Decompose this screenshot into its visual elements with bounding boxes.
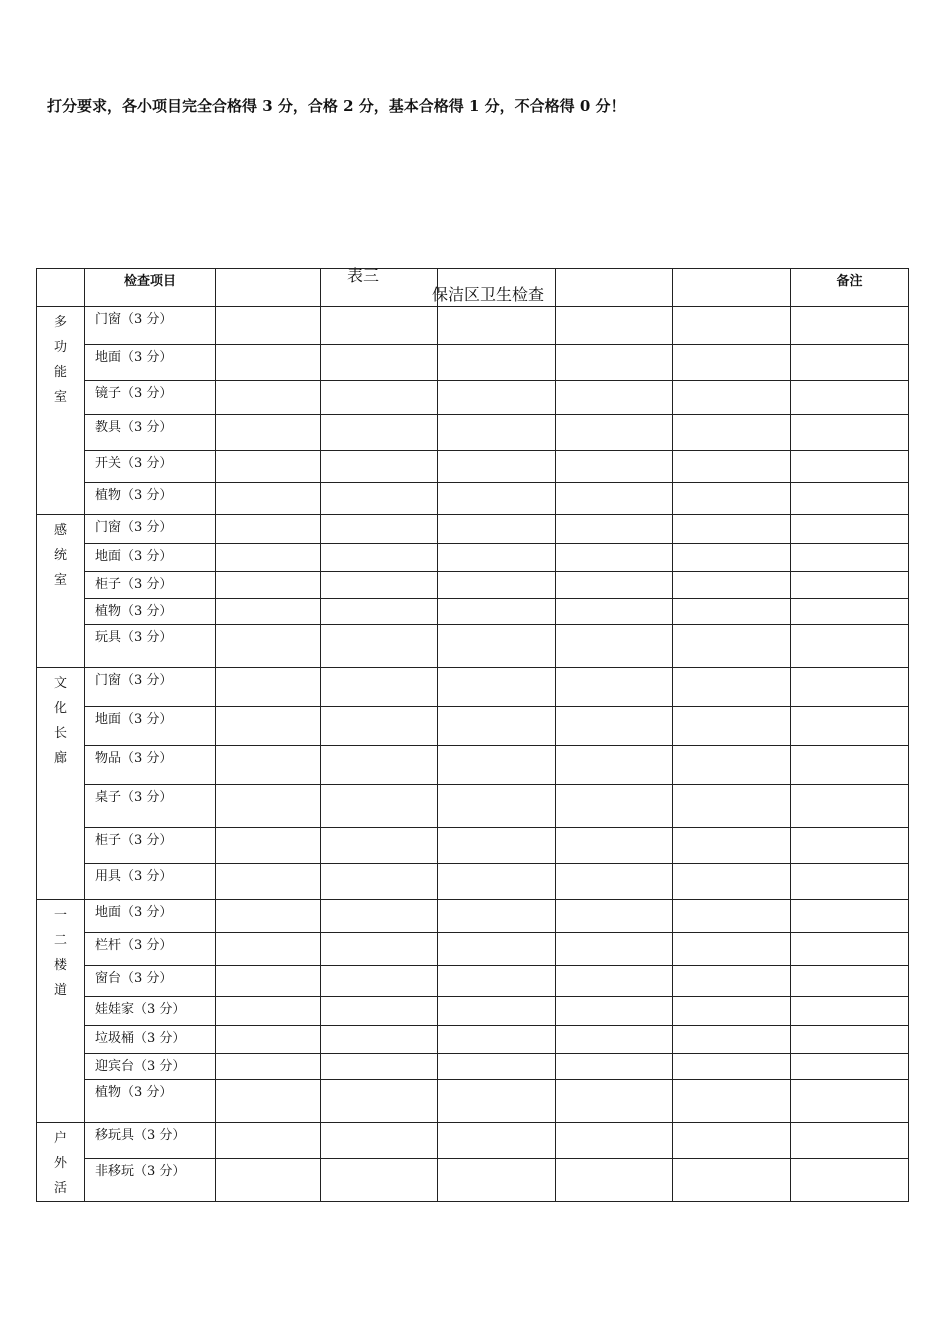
category-char: 多: [53, 315, 67, 330]
remark-cell[interactable]: [791, 668, 909, 707]
remark-cell[interactable]: [791, 544, 909, 572]
table-row: [37, 900, 909, 933]
score-cell[interactable]: [216, 307, 321, 345]
score-cell[interactable]: [673, 625, 791, 668]
score-cell[interactable]: [321, 345, 438, 381]
score-cell[interactable]: [556, 415, 673, 451]
scoring-note: 打分要求，各小项目完全合格得 3 分，合格 2 分，基本合格得 1 分，不合格得 0 分！: [47, 97, 626, 115]
score-cell[interactable]: [673, 307, 791, 345]
remark-cell[interactable]: [791, 785, 909, 828]
table-row: [37, 483, 909, 515]
score-cell[interactable]: [321, 415, 438, 451]
score-cell[interactable]: [321, 451, 438, 483]
score-cell[interactable]: [673, 345, 791, 381]
category-char: 活: [53, 1181, 67, 1196]
header-remark: 备注: [791, 269, 909, 307]
score-cell[interactable]: [673, 1054, 791, 1080]
score-cell[interactable]: [321, 668, 438, 707]
category-char: 能: [53, 365, 67, 380]
check-item: 柜子（3 分）: [85, 572, 216, 599]
score-cell[interactable]: [216, 345, 321, 381]
category-char: 化: [53, 701, 67, 716]
table-row: [37, 415, 909, 451]
table-row: [37, 572, 909, 599]
category-char: 二: [53, 933, 67, 948]
score-cell[interactable]: [321, 966, 438, 997]
score-cell[interactable]: [556, 1158, 673, 1201]
remark-cell[interactable]: [791, 933, 909, 966]
score-cell[interactable]: [438, 746, 556, 785]
score-cell[interactable]: [556, 997, 673, 1026]
score-cell[interactable]: [321, 515, 438, 544]
check-item: 地面（3 分）: [85, 345, 216, 381]
score-cell[interactable]: [556, 269, 673, 307]
table-row: [37, 307, 909, 345]
remark-cell[interactable]: [791, 707, 909, 746]
remark-cell[interactable]: [791, 997, 909, 1026]
category-char: 文: [53, 676, 67, 691]
remark-cell[interactable]: [791, 599, 909, 625]
score-cell[interactable]: [216, 1054, 321, 1080]
score-cell[interactable]: [216, 707, 321, 746]
score-cell[interactable]: [216, 966, 321, 997]
score-cell[interactable]: [673, 864, 791, 900]
score-cell[interactable]: [321, 625, 438, 668]
score-cell[interactable]: [438, 381, 556, 415]
check-item: 柜子（3 分）: [85, 828, 216, 864]
score-cell[interactable]: [556, 746, 673, 785]
score-cell[interactable]: [216, 785, 321, 828]
category-char: 感: [53, 523, 67, 538]
score-cell[interactable]: [321, 572, 438, 599]
score-cell[interactable]: [321, 381, 438, 415]
score-cell[interactable]: [321, 785, 438, 828]
remark-cell[interactable]: [791, 1054, 909, 1080]
score-cell[interactable]: [216, 515, 321, 544]
score-cell[interactable]: [556, 599, 673, 625]
score-cell[interactable]: [438, 483, 556, 515]
score-cell[interactable]: [673, 997, 791, 1026]
check-item: 玩具（3 分）: [85, 625, 216, 668]
score-cell[interactable]: [216, 625, 321, 668]
score-cell[interactable]: [556, 381, 673, 415]
score-cell[interactable]: [556, 864, 673, 900]
remark-cell[interactable]: [791, 864, 909, 900]
check-item: 物品（3 分）: [85, 746, 216, 785]
table-row: [37, 828, 909, 864]
score-cell[interactable]: [673, 544, 791, 572]
table-row: [37, 1080, 909, 1123]
table-title: 保洁区卫生检查: [432, 285, 545, 304]
header-blank-cell: [37, 269, 85, 307]
check-item: 垃圾桶（3 分）: [85, 1026, 216, 1054]
score-cell[interactable]: [556, 900, 673, 933]
category-cell: [37, 515, 85, 668]
score-cell[interactable]: [673, 828, 791, 864]
check-item: 植物（3 分）: [85, 1080, 216, 1123]
remark-cell[interactable]: [791, 515, 909, 544]
category-char: 统: [53, 548, 67, 563]
score-cell[interactable]: [556, 1054, 673, 1080]
score-cell[interactable]: [216, 1123, 321, 1159]
score-cell[interactable]: [438, 997, 556, 1026]
check-item: 植物（3 分）: [85, 599, 216, 625]
score-cell[interactable]: [216, 828, 321, 864]
score-cell[interactable]: [438, 1080, 556, 1123]
check-item: 非移玩（3 分）: [85, 1158, 216, 1201]
check-item: 桌子（3 分）: [85, 785, 216, 828]
table-row: [37, 1054, 909, 1080]
table-row: [37, 746, 909, 785]
score-cell[interactable]: [216, 544, 321, 572]
score-cell[interactable]: [438, 515, 556, 544]
score-cell[interactable]: [556, 1123, 673, 1159]
table-number: 表三: [347, 266, 380, 285]
score-cell[interactable]: [673, 746, 791, 785]
score-cell[interactable]: [556, 307, 673, 345]
score-cell[interactable]: [556, 572, 673, 599]
table-row: [37, 668, 909, 707]
table-row: [37, 1158, 909, 1201]
score-cell[interactable]: [556, 933, 673, 966]
score-cell[interactable]: [438, 572, 556, 599]
table-row: [37, 599, 909, 625]
header-item: 检查项目: [85, 269, 216, 307]
score-cell[interactable]: [556, 966, 673, 997]
score-cell[interactable]: [216, 1158, 321, 1201]
remark-cell[interactable]: [791, 1080, 909, 1123]
category-cell: [37, 668, 85, 900]
table-row: [37, 544, 909, 572]
score-cell[interactable]: [556, 707, 673, 746]
remark-cell[interactable]: [791, 1123, 909, 1159]
score-cell[interactable]: [216, 599, 321, 625]
table-row: [37, 1123, 909, 1159]
check-item: 教具（3 分）: [85, 415, 216, 451]
check-item: 开关（3 分）: [85, 451, 216, 483]
table-row: [37, 515, 909, 544]
category-cell: [37, 1123, 85, 1202]
score-cell[interactable]: [673, 1158, 791, 1201]
score-cell[interactable]: [438, 966, 556, 997]
table-row: [37, 345, 909, 381]
score-cell[interactable]: [438, 269, 556, 307]
check-item: 镜子（3 分）: [85, 381, 216, 415]
score-cell[interactable]: [216, 451, 321, 483]
score-cell[interactable]: [438, 900, 556, 933]
remark-cell[interactable]: [791, 483, 909, 515]
table-row: [37, 933, 909, 966]
check-item: 门窗（3 分）: [85, 515, 216, 544]
score-cell[interactable]: [673, 966, 791, 997]
remark-cell[interactable]: [791, 307, 909, 345]
score-cell[interactable]: [321, 707, 438, 746]
score-cell[interactable]: [321, 269, 438, 307]
score-cell[interactable]: [216, 415, 321, 451]
score-cell[interactable]: [321, 864, 438, 900]
table-row: [37, 1026, 909, 1054]
score-cell[interactable]: [556, 1080, 673, 1123]
score-cell[interactable]: [438, 828, 556, 864]
check-item: 移玩具（3 分）: [85, 1123, 216, 1159]
score-cell[interactable]: [438, 707, 556, 746]
remark-cell[interactable]: [791, 1026, 909, 1054]
score-cell[interactable]: [216, 864, 321, 900]
remark-cell[interactable]: [791, 381, 909, 415]
check-item: 门窗（3 分）: [85, 668, 216, 707]
score-cell[interactable]: [438, 307, 556, 345]
score-cell[interactable]: [321, 1123, 438, 1159]
remark-cell[interactable]: [791, 1158, 909, 1201]
score-cell[interactable]: [673, 1123, 791, 1159]
score-cell[interactable]: [438, 544, 556, 572]
score-cell[interactable]: [556, 544, 673, 572]
score-cell[interactable]: [673, 707, 791, 746]
category-char: 廊: [53, 751, 67, 766]
inspection-table: [36, 268, 909, 1202]
remark-cell[interactable]: [791, 572, 909, 599]
score-cell[interactable]: [673, 572, 791, 599]
check-item: 窗台（3 分）: [85, 966, 216, 997]
remark-cell[interactable]: [791, 415, 909, 451]
score-cell[interactable]: [216, 483, 321, 515]
score-cell[interactable]: [438, 451, 556, 483]
score-cell[interactable]: [216, 933, 321, 966]
category-char: 室: [53, 573, 67, 588]
score-cell[interactable]: [438, 668, 556, 707]
header-row: [37, 269, 909, 307]
score-cell[interactable]: [216, 269, 321, 307]
score-cell[interactable]: [673, 415, 791, 451]
score-cell[interactable]: [216, 572, 321, 599]
score-cell[interactable]: [556, 668, 673, 707]
score-cell[interactable]: [438, 415, 556, 451]
score-cell[interactable]: [321, 997, 438, 1026]
score-cell[interactable]: [438, 345, 556, 381]
score-cell[interactable]: [673, 515, 791, 544]
score-cell[interactable]: [556, 451, 673, 483]
score-cell[interactable]: [673, 1026, 791, 1054]
table-row: [37, 785, 909, 828]
remark-cell[interactable]: [791, 828, 909, 864]
score-cell[interactable]: [438, 1026, 556, 1054]
table-row: [37, 966, 909, 997]
score-cell[interactable]: [673, 483, 791, 515]
category-char: 楼: [53, 958, 67, 973]
score-cell[interactable]: [438, 599, 556, 625]
score-cell[interactable]: [321, 746, 438, 785]
category-char: 功: [53, 340, 67, 355]
score-cell[interactable]: [673, 668, 791, 707]
category-char: 长: [53, 726, 67, 741]
score-cell[interactable]: [321, 1080, 438, 1123]
table-row: [37, 451, 909, 483]
score-cell[interactable]: [321, 1158, 438, 1201]
score-cell[interactable]: [321, 544, 438, 572]
score-cell[interactable]: [321, 1026, 438, 1054]
table-row: [37, 707, 909, 746]
score-cell[interactable]: [438, 864, 556, 900]
score-cell[interactable]: [216, 668, 321, 707]
score-cell[interactable]: [216, 900, 321, 933]
score-cell[interactable]: [216, 1080, 321, 1123]
remark-cell[interactable]: [791, 746, 909, 785]
score-cell[interactable]: [673, 1080, 791, 1123]
check-item: 娃娃家（3 分）: [85, 997, 216, 1026]
remark-cell[interactable]: [791, 900, 909, 933]
score-cell[interactable]: [556, 515, 673, 544]
score-cell[interactable]: [673, 599, 791, 625]
score-cell[interactable]: [321, 307, 438, 345]
score-cell[interactable]: [216, 381, 321, 415]
table-row: [37, 864, 909, 900]
score-cell[interactable]: [438, 785, 556, 828]
score-cell[interactable]: [673, 381, 791, 415]
score-cell[interactable]: [556, 1026, 673, 1054]
score-cell[interactable]: [321, 933, 438, 966]
category-char: 外: [53, 1156, 67, 1171]
score-cell[interactable]: [438, 625, 556, 668]
check-item: 地面（3 分）: [85, 900, 216, 933]
check-item: 植物（3 分）: [85, 483, 216, 515]
category-cell: [37, 900, 85, 1123]
category-char: 户: [53, 1131, 67, 1146]
check-item: 地面（3 分）: [85, 544, 216, 572]
table-row: [37, 625, 909, 668]
score-cell[interactable]: [216, 1026, 321, 1054]
category-cell: [37, 307, 85, 515]
category-char: 一: [53, 908, 67, 923]
category-char: 道: [53, 983, 67, 998]
score-cell[interactable]: [321, 599, 438, 625]
score-cell[interactable]: [321, 900, 438, 933]
score-cell[interactable]: [556, 483, 673, 515]
score-cell[interactable]: [673, 269, 791, 307]
remark-cell[interactable]: [791, 966, 909, 997]
score-cell[interactable]: [438, 933, 556, 966]
remark-cell[interactable]: [791, 345, 909, 381]
score-cell[interactable]: [216, 997, 321, 1026]
score-cell[interactable]: [216, 746, 321, 785]
check-item: 地面（3 分）: [85, 707, 216, 746]
score-cell[interactable]: [321, 828, 438, 864]
category-char: 室: [53, 390, 67, 405]
check-item: 用具（3 分）: [85, 864, 216, 900]
table-row: [37, 997, 909, 1026]
score-cell[interactable]: [673, 451, 791, 483]
score-cell[interactable]: [556, 345, 673, 381]
score-cell[interactable]: [438, 1123, 556, 1159]
table-row: [37, 381, 909, 415]
score-cell[interactable]: [321, 1054, 438, 1080]
remark-cell[interactable]: [791, 451, 909, 483]
score-cell[interactable]: [673, 900, 791, 933]
score-cell[interactable]: [673, 785, 791, 828]
score-cell[interactable]: [556, 785, 673, 828]
check-item: 迎宾台（3 分）: [85, 1054, 216, 1080]
check-item: 栏杆（3 分）: [85, 933, 216, 966]
score-cell[interactable]: [556, 625, 673, 668]
score-cell[interactable]: [438, 1054, 556, 1080]
score-cell[interactable]: [673, 933, 791, 966]
score-cell[interactable]: [438, 1158, 556, 1201]
score-cell[interactable]: [556, 828, 673, 864]
check-item: 门窗（3 分）: [85, 307, 216, 345]
remark-cell[interactable]: [791, 625, 909, 668]
score-cell[interactable]: [321, 483, 438, 515]
